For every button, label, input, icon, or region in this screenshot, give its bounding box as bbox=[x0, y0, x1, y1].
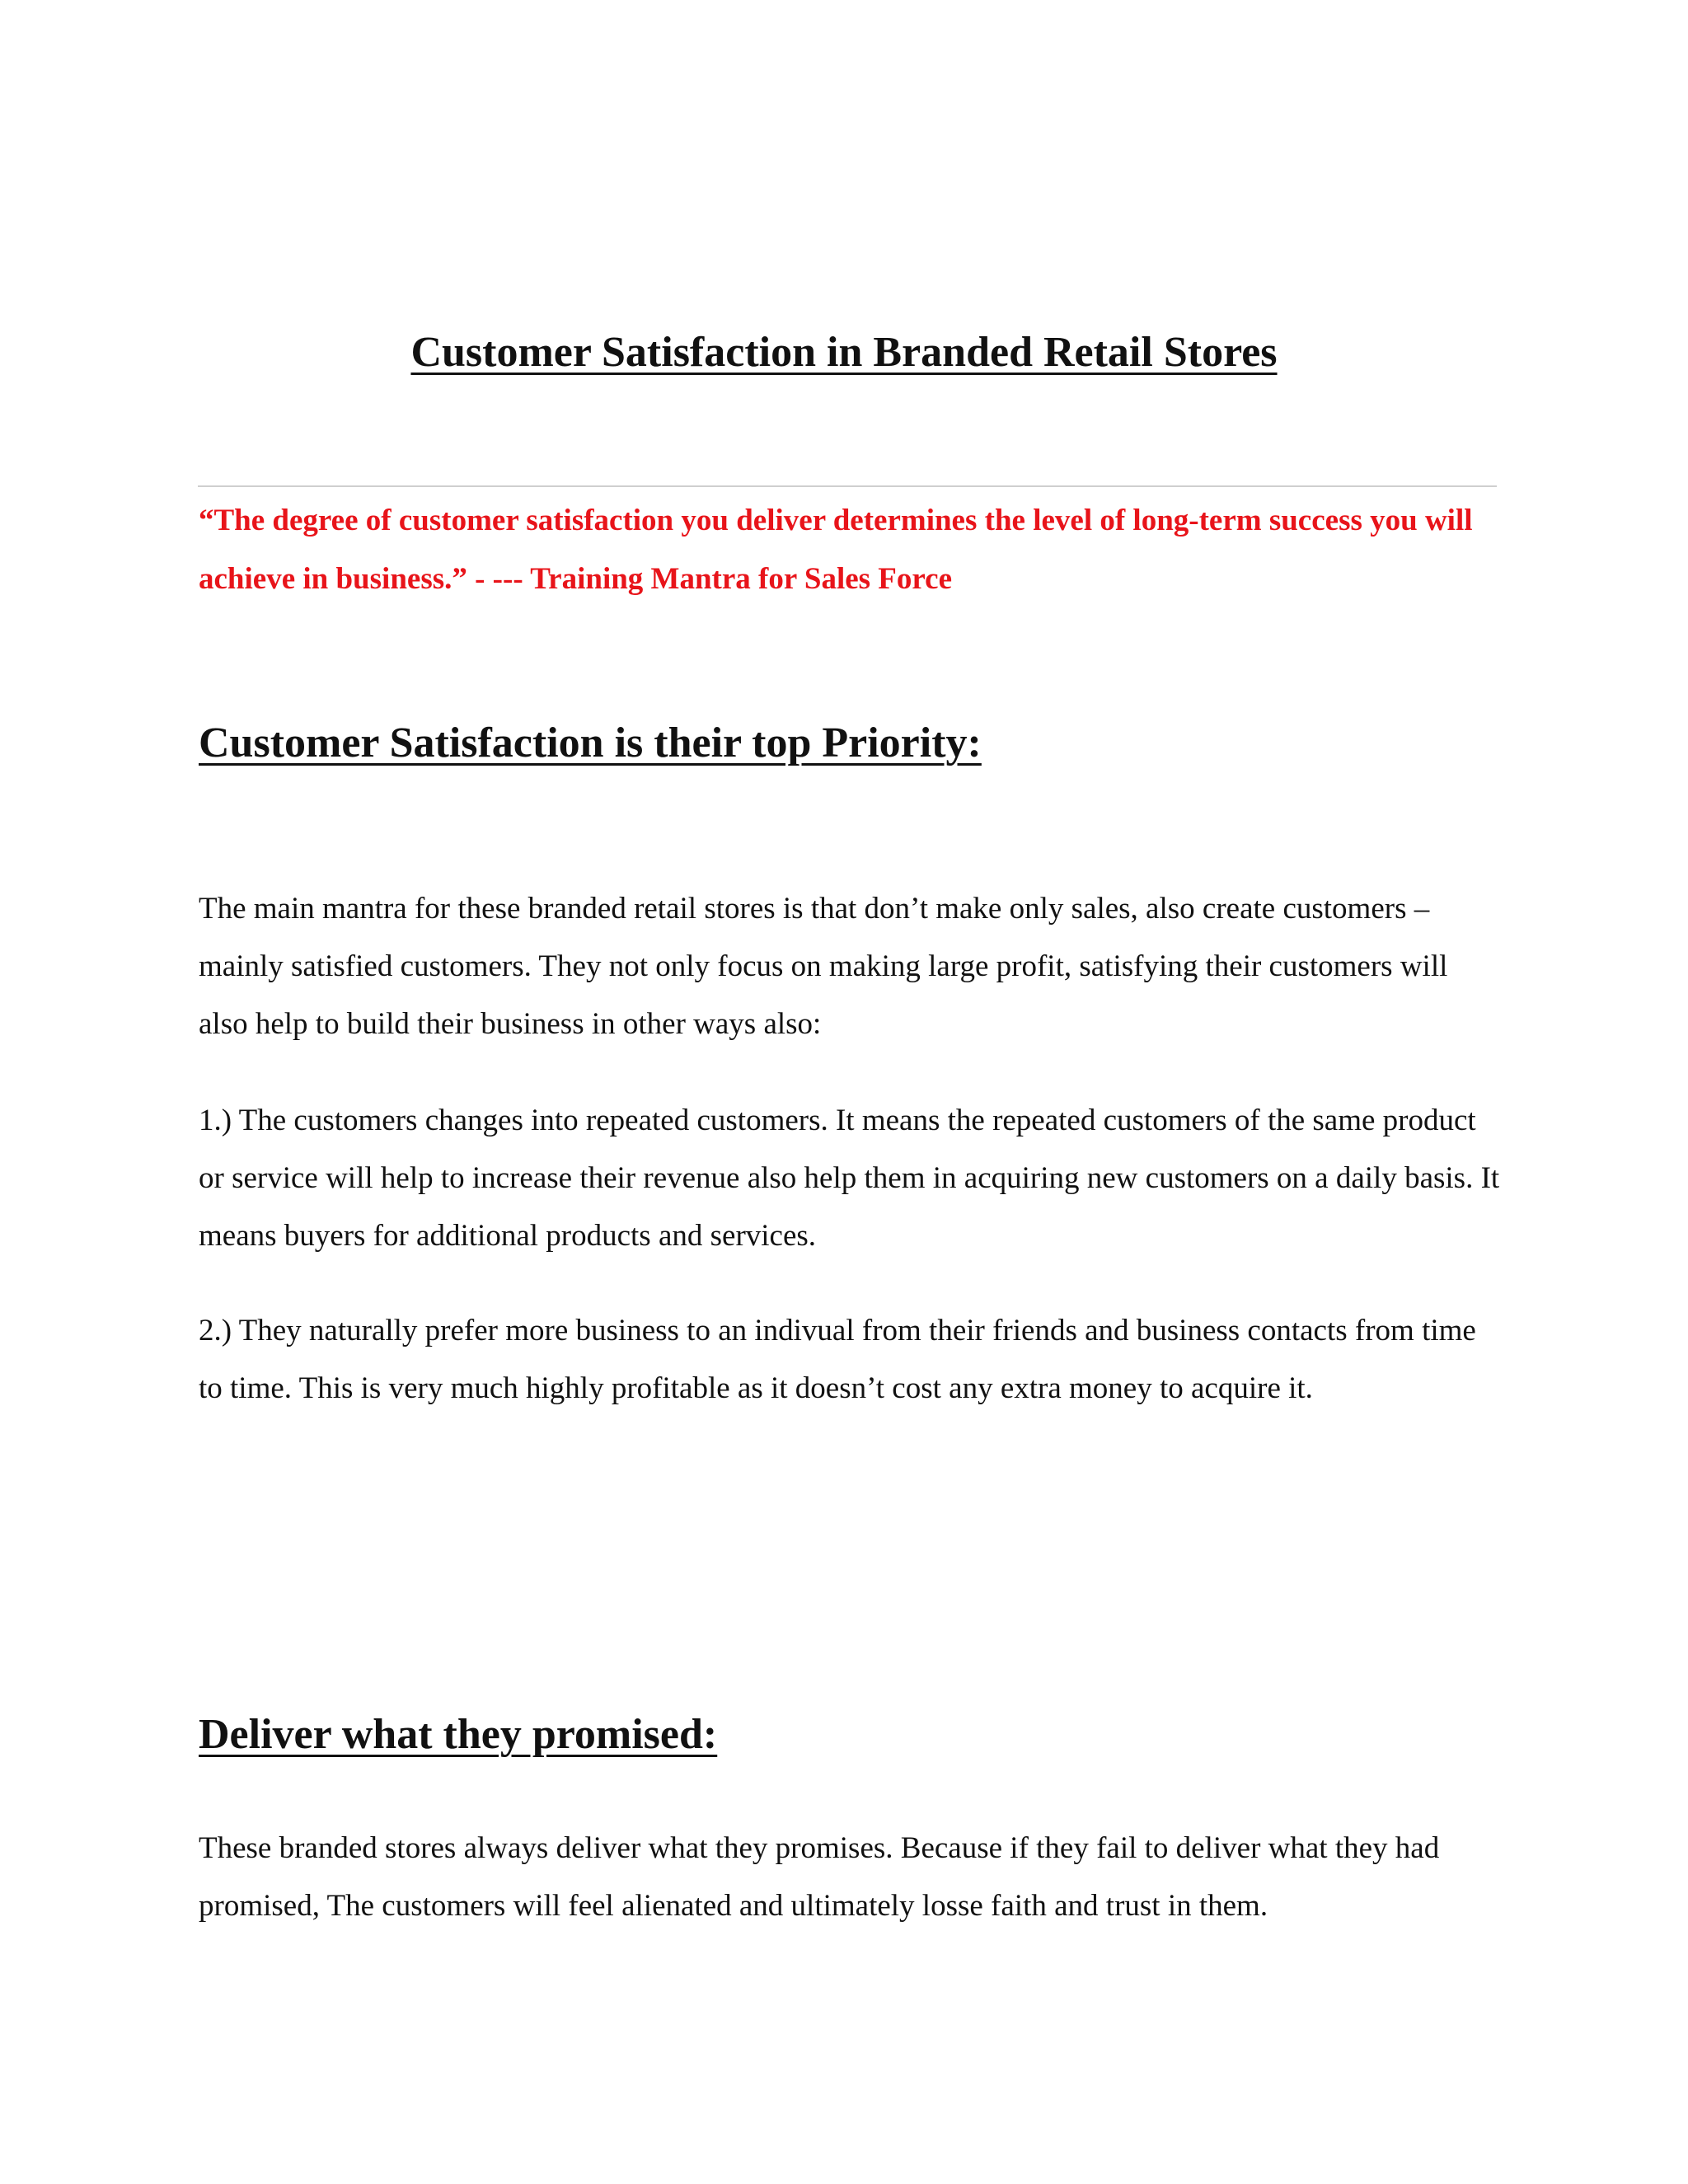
section-heading-priority: Customer Satisfaction is their top Priority: bbox=[199, 719, 982, 766]
body-paragraph: These branded stores always deliver what they promises. Because if they fail to deliver what they had promised, The customers will feel alienated and ultimately losse faith and trust in them. bbox=[199, 1831, 1440, 1923]
body-paragraph: 1.) The customers changes into repeated customers. It means the repeated customers of the same product or service will help to increase their revenue also help them in acquiring new customers on a daily basis. It means buyers for additional products and services. bbox=[199, 1104, 1500, 1253]
highlighted-quote: “The degree of customer satisfaction you deliver determines the level of long-term success you will achieve in business.” - --- Training Mantra for Sales Force bbox=[199, 504, 1473, 596]
document-title: Customer Satisfaction in Branded Retail Stores bbox=[410, 329, 1278, 376]
body-paragraph: The main mantra for these branded retail stores is that don’t make only sales, also create customers – mainly satisfied customers. They not only focus on making large profit, satisfying their customers will also help to build their business in other ways also: bbox=[199, 892, 1448, 1041]
horizontal-divider bbox=[198, 485, 1497, 487]
section-heading-deliver: Deliver what they promised: bbox=[199, 1711, 718, 1758]
body-paragraph: 2.) They naturally prefer more business to an indivual from their friends and business contacts from time to time. This is very much highly profitable as it doesn’t cost any extra money to acquire it. bbox=[199, 1314, 1476, 1405]
